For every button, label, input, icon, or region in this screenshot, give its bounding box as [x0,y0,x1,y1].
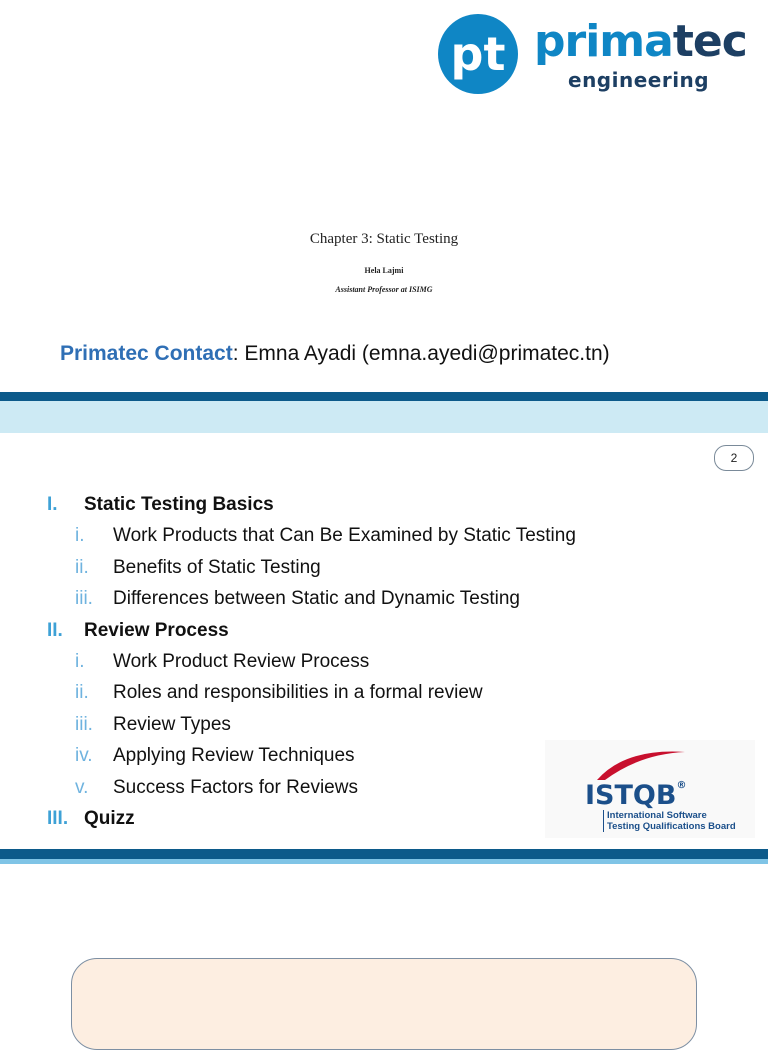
outline-number: i. [75,651,85,672]
outline-text: Success Factors for Reviews [113,776,358,798]
outline-text: Review Process [84,619,229,641]
istqb-line1: International Software [607,810,707,821]
istqb-wordmark [585,780,686,811]
outline-text: Differences between Static and Dynamic Testing [113,588,520,610]
chapter-title: Chapter 3: Static Testing [309,231,459,247]
outline-number: I. [47,494,58,515]
outline-text: Quizz [84,808,135,829]
istqb-word: ISTQB [585,780,677,811]
outline-text: Work Products that Can Be Examined by Static Testing [113,525,576,547]
slide-divider-light [0,401,768,433]
outline-number: III. [47,808,69,829]
contact-label: Primatec Contact [60,342,233,365]
istqb-subtitle [603,810,757,832]
outline-number: ii. [75,682,89,704]
outline-text: Work Product Review Process [113,651,370,672]
contact-line [60,342,610,366]
outline-number: ii. [75,556,89,578]
outline-number: II. [47,619,63,641]
primatec-logo-mark-icon [436,12,520,96]
logo-wordmark [534,18,747,66]
istqb-registered: ® [676,780,687,791]
next-slide-content-box [71,958,697,1050]
logo-subtitle: engineering [568,68,710,92]
logo-word-light: prima [534,16,673,67]
outline-text: Static Testing Basics [84,494,274,515]
outline-text: Review Types [113,713,231,735]
logo-word-dark: tec [672,16,747,67]
outline-number: v. [75,776,89,798]
istqb-line2: Testing Qualifications Board [607,821,736,832]
outline-text: Applying Review Techniques [113,745,355,767]
slide-divider-bottom-light [0,859,768,864]
outline-number: iv. [75,745,93,767]
outline-text: Roles and responsibilities in a formal review [113,682,483,704]
author-name: Hela Lajmi [364,266,404,275]
slide-divider-bottom-dark [0,849,768,859]
istqb-logo [545,740,755,838]
contact-value: : Emna Ayadi (emna.ayedi@primatec.tn) [232,342,610,365]
primatec-logo [436,12,747,102]
author-affiliation: Assistant Professor at ISIMG [335,285,433,294]
slide-divider-dark [0,392,768,401]
outline-text: Benefits of Static Testing [113,556,321,578]
outline-number: iii. [75,713,93,735]
outline-number: iii. [75,588,93,610]
outline-number: i. [75,525,85,547]
logo-mark-letters: pt [450,27,506,81]
page-number-badge: 2 [714,445,754,471]
